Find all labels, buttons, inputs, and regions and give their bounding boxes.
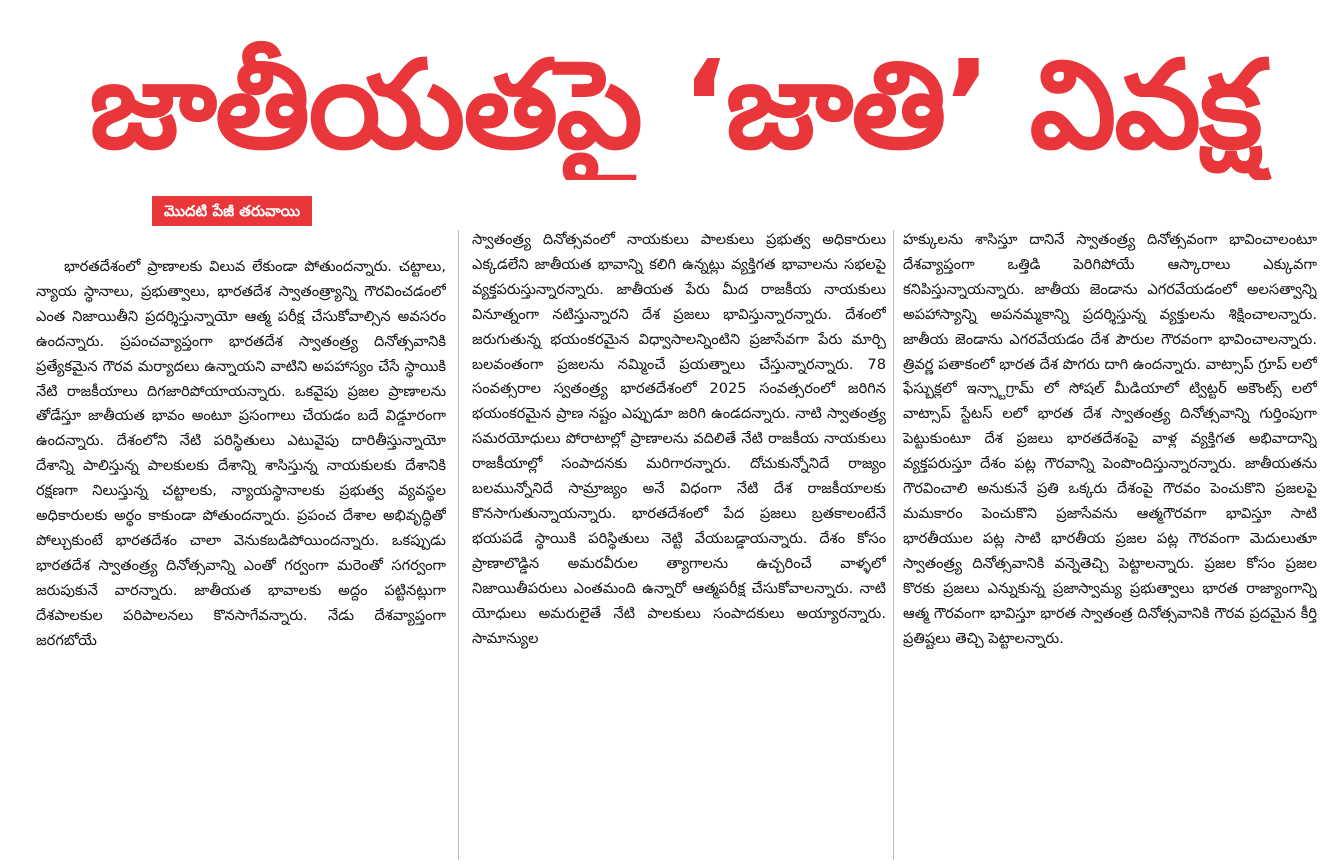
article-paragraph: స్వాతంత్ర్య దినోత్సవంలో నాయకులు పాలకులు ప్రభుత్వ అధికారులు ఎక్కడలేని జాతీయత భావాన్ని కలిగి ఉన్నట్లు వ్యక్తిగత భావాలను సభలపై వ్యక్తపరుస్తున్నారన్నారు. జాతీయత పేరు మీద రాజకీయ నాయకులు వినూత్నంగా నటిస్తున్నారని దేశ ప్రజలు భావిస్తున్నారన్నారు. దేశంలో జరుగుతున్న భయంకరమైన విధ్వాసాలన్నింటిని ప్రజాసేవగా పేరు మార్చి బలవంతంగా ప్రజలను నమ్మించే ప్రయత్నాలు చేస్తున్నారన్నారు. 78 సంవత్సరాల స్వతంత్ర్య భారతదేశంలో 2025 సంవత్సరంలో జరిగిన భయంకరమైన ప్రాణ నష్టం ఎప్పుడూ జరిగి ఉండదన్నారు. నాటి స్వాతంత్ర్య సమరయోధులు పోరాటాల్లో ప్రాణాలను వదిలితే నేటి రాజకీయ నాయకులు రాజకీయాల్లో సంపాదనకు మరిగారన్నారు. దోచుకున్నోనిదే రాజ్యం బలమున్నోనిదే సామ్రాజ్యం అనే విధంగా నేటి దేశ రాజకీయాలకు కొనసాగుతున్నాయన్నారు. భారతదేశంలో పేద ప్రజలు బ్రతకాలంటేనే భయపడే స్థాయికి పరిస్థితులు నెట్టి వేయబడ్డాయన్నారు. దేశం కోసం ప్రాణాలొడ్డిన అమరవీరుల త్యాగాలను ఉచ్చరించే వాళ్ళలో నిజాయితీపరులు ఎంతమంది ఉన్నారో ఆత్మపరీక్ష చేసుకోవాలన్నారు. నాటి యోధులు అమరులైతే నేటి పాలకులు సంపాదకులు అయ్యారన్నారు. సామాన్యుల: [472, 231, 886, 647]
article-paragraph: భారతదేశంలో ప్రాణాలకు విలువ లేకుండా పోతుందన్నారు. చట్టాలు, న్యాయ స్థానాలు, ప్రభుత్వాలు, భారతదేశ స్వాతంత్ర్యాన్ని గౌరవించడంలో ఎంత నిజాయితీని ప్రదర్శిస్తున్నాయో ఆత్మ పరీక్ష చేసుకోవాల్సిన అవసరం ఉందన్నారు. ప్రపంచవ్యాప్తంగా భారతదేశ స్వాతంత్ర్య దినోత్సవానికి ప్రత్యేకమైన గౌరవ మర్యాదలు ఉన్నాయని వాటిని అపహాస్యం చేసే స్థాయికి నేటి రాజకీయాలు దిగజారిపోయాయన్నారు. ఒకవైపు ప్రజల ప్రాణాలను తోడేస్తూ జాతీయత భావం అంటూ ప్రసంగాలు చేయడం బదే విడ్డూరంగా ఉందన్నారు. దేశంలోని నేటి పరిస్థితులు ఎటువైపు దారితీస్తున్నాయో దేశాన్ని పాలిస్తున్న పాలకులకు దేశాన్ని శాసిస్తున్న నాయకులకు దేశానికి రక్షణగా నిలుస్తున్న చట్టాలకు, న్యాయస్థానాలకు ప్రభుత్వ వ్యవస్థల అధికారులకు అర్థం కాకుండా పోతుందన్నారు. ప్రపంచ దేశాల అభివృద్ధితో పోల్చుకుంటే భారతదేశం చాలా వెనుకబడిపోయిందన్నారు. ఒకప్పుడు భారతదేశ స్వాతంత్ర్య దినోత్సవాన్ని ఎంతో గర్వంగా మరెంతో సగర్వంగా జరుపుకునే వారన్నారు. జాతీయత భావాలకు అద్దం పట్టినట్లుగా దేశపాలకుల పరిపాలనలు కొనసాగేవన్నారు. నేడు దేశవ్యాప్తంగా జరగబోయే: [36, 258, 446, 649]
article-paragraph: హక్కులను శాసిస్తూ దానినే స్వాతంత్ర్య దినోత్సవంగా భావించాలంటూ దేశవ్యాప్తంగా ఒత్తిడి పెరిగిపోయే ఆస్కారాలు ఎక్కువగా కనిపిస్తున్నాయన్నారు. జాతీయ జెండాను ఎగరవేయడంలో అలసత్వాన్ని అపహాస్యాన్ని అపనమ్మకాన్ని ప్రదర్శిస్తున్న వ్యక్తులను శిక్షించాలన్నారు. జాతీయ జెండాను ఎగరవేయడం దేశ పౌరుల గౌరవంగా భావించాలన్నారు. త్రివర్ణ పతాకంలో భారత దేశ పొగరు దాగి ఉందన్నారు. వాట్సాప్ గ్రూప్ లలో ఫేస్బుక్లలో ఇన్స్టాగ్రామ్ లో సోషల్ మీడియాలో ట్విట్టర్ అకౌంట్స్ లలో వాట్సాప్ స్టేటస్ లలో భారత దేశ స్వాతంత్ర్య దినోత్సవాన్ని గుర్తింపుగా పెట్టుకుంటూ దేశ ప్రజలు భారతదేశంపై వాళ్ల వ్యక్తిగత అభివాదాన్ని వ్యక్తపరుస్తూ దేశం పట్ల గౌరవాన్ని పెంపొందిస్తున్నారన్నారు. జాతీయతను గౌరవించాలి అనుకునే ప్రతి ఒక్కరు దేశంపై గౌరవం పెంచుకొని ప్రజలపై మమకారం పెంచుకొని ప్రజాసేవను ఆత్మగౌరవగా భావిస్తూ సాటి భారతీయుల పట్ల సాటి భారతీయ ప్రజల పట్ల గౌరవంగా మెదులుతూ స్వాతంత్ర్య దినోత్సవానికి వన్నెతెచ్చి పెట్టాలన్నారు. ప్రజల కోసం ప్రజల కొరకు ప్రజలు ఎన్నుకున్న ప్రజాస్వామ్య ప్రభుత్వాలు భారత రాజ్యాంగాన్ని ఆత్మ గౌరవంగా భావిస్తూ భారత స్వాతంత్ర దినోత్సవానికి గౌరవ ప్రదమైన కీర్తి ప్రతిష్టలు తెచ్చి పెట్టాలన్నారు.: [903, 231, 1317, 647]
headline: జాతీయతపై ‘జాతి’ వివక్ష: [89, 34, 1261, 176]
article-column-1: [36, 255, 446, 862]
column-divider: [893, 230, 894, 860]
continuation-label: మొదటి పేజీ తరువాయి: [152, 196, 312, 226]
article-column-3: [903, 228, 1317, 862]
article-column-2: [472, 228, 886, 862]
column-divider: [458, 230, 459, 860]
